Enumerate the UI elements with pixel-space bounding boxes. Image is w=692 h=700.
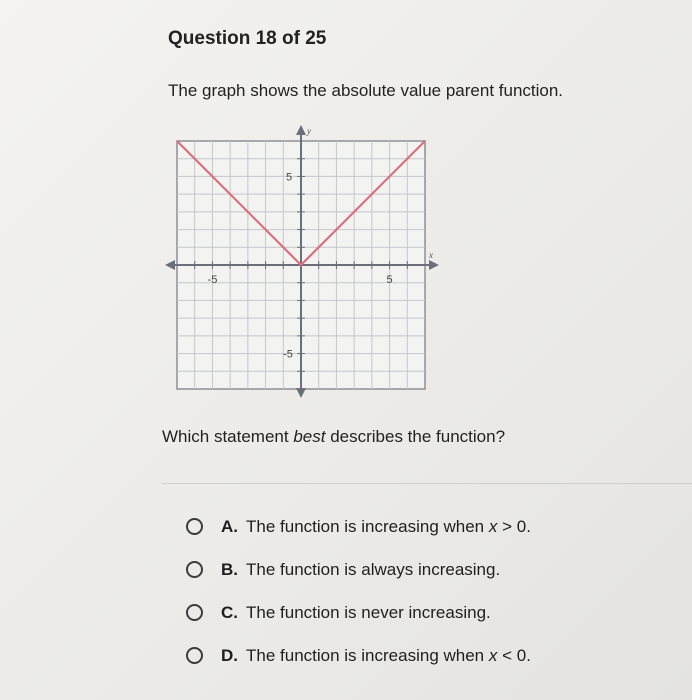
question-title: Question 18 of 25 — [168, 28, 327, 49]
sub-question — [162, 427, 505, 447]
choice-text-a: The function is increasing when x > 0. — [246, 516, 531, 536]
x-axis-left-arrow — [165, 260, 175, 270]
graph-svg — [165, 124, 440, 399]
answer-choices — [186, 505, 531, 677]
sub-question-emphasis: best — [293, 427, 326, 446]
choice-letter-c: C. — [221, 602, 238, 622]
tick-label-x-pos5: 5 — [386, 274, 393, 286]
radio-button-a[interactable] — [186, 518, 203, 535]
tick-label-y-neg5: -5 — [283, 348, 293, 361]
y-axis-up-arrow — [296, 125, 306, 135]
tick-label-y-pos5: 5 — [285, 171, 293, 184]
radio-button-b[interactable] — [186, 561, 203, 578]
choice-letter-d: D. — [221, 645, 238, 665]
question-prompt: The graph shows the absolute value parent function. — [168, 81, 564, 100]
graph — [165, 124, 440, 399]
choice-c[interactable] — [186, 591, 531, 634]
sub-question-text-2: describes the function? — [325, 427, 506, 446]
choice-d[interactable] — [186, 634, 531, 677]
choice-text-d: The function is increasing when x < 0. — [246, 645, 531, 665]
x-axis-label: x — [429, 250, 433, 260]
tick-label-x-neg5: -5 — [207, 274, 218, 286]
radio-button-d[interactable] — [186, 647, 203, 664]
divider — [162, 483, 692, 484]
sub-question-text-1: Which statement — [162, 427, 294, 446]
choice-letter-a: A. — [221, 516, 238, 536]
x-axis-right-arrow — [429, 260, 439, 270]
choice-letter-b: B. — [221, 559, 238, 579]
choice-b[interactable] — [186, 548, 531, 591]
choice-a[interactable] — [186, 505, 531, 548]
choice-text-b: The function is always increasing. — [246, 559, 501, 579]
y-axis-label: y — [307, 126, 311, 136]
y-axis-down-arrow — [296, 388, 306, 398]
radio-button-c[interactable] — [186, 604, 203, 621]
choice-text-c: The function is never increasing. — [246, 602, 491, 622]
